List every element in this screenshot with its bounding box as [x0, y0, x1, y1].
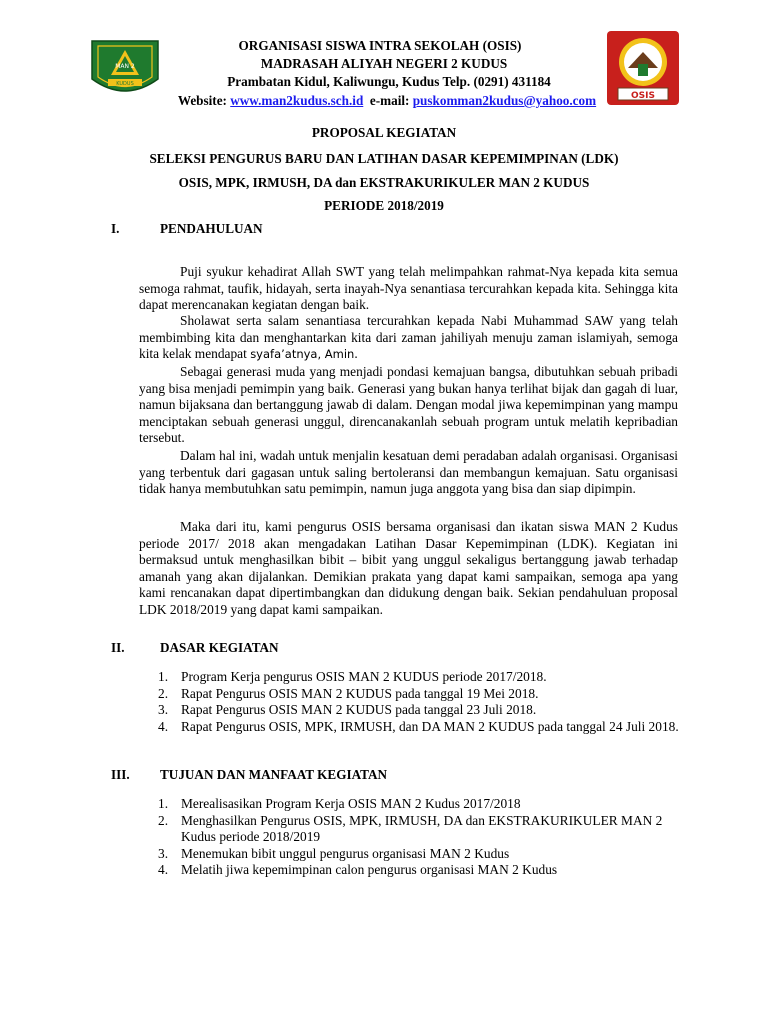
proposal-scope: OSIS, MPK, IRMUSH, DA dan EKSTRAKURIKULER MAN 2 KUDUS	[178, 175, 590, 190]
org-name: ORGANISASI SISWA INTRA SEKOLAH (OSIS)	[238, 38, 522, 53]
list-item: 1. Program Kerja pengurus OSIS MAN 2 KUDUS periode 2017/2018.	[158, 669, 547, 684]
proposal-title: PROPOSAL KEGIATAN	[311, 125, 457, 140]
school-address: Prambatan Kidul, Kaliwungu, Kudus Telp. (0291) 431184	[227, 74, 551, 89]
intro-paragraph-2: Sholawat serta salam senantiasa tercurahkan kepada Nabi Muhammad SAW yang telah membimbing kita dan menghantarkan kita dari zaman jahiliyah menuju zaman islamiyah, semoga kita kelak mendapat syafa’atnya, Amin.	[139, 313, 678, 361]
list-item: 4. Rapat Pengurus OSIS, MPK, IRMUSH, dan DA MAN 2 KUDUS pada tanggal 24 Juli 2018.	[158, 718, 679, 734]
list-item: 3. Menemukan bibit unggul pengurus organisasi MAN 2 Kudus	[158, 845, 510, 861]
svg-text:OSIS: OSIS	[631, 91, 655, 101]
dasar-kegiatan-list	[139, 669, 684, 735]
svg-text:MAN 2: MAN 2	[115, 63, 135, 70]
proposal-subtitle: SELEKSI PENGURUS BARU DAN LATIHAN DASAR KEPEMIMPINAN (LDK)	[149, 151, 619, 166]
section-2-title: DASAR KEGIATAN	[160, 640, 279, 655]
osis-logo	[604, 28, 682, 108]
list-item: 1. Merealisasikan Program Kerja OSIS MAN 2 Kudus 2017/2018	[158, 796, 521, 811]
intro-paragraph-3: Sebagai generasi muda yang menjadi pondasi kemajuan bangsa, dibutuhkan sebuah pribadi yang bisa menjadi pemimpin yang baik. Generasi yang bukan hanya terlihat bijak dan gagah di luar, namun bijaksana dan bertanggung jawab di dalam. Dengan modal jiwa kepemimpinan yang mampu menciptakan sebuah generasi unggul, direncanakanlah sebuah program untuk melatih kepribadian tersebut.	[139, 364, 678, 445]
svg-text:KUDUS: KUDUS	[116, 81, 134, 87]
section-1-title: PENDAHULUAN	[160, 221, 263, 236]
list-item: 2. Rapat Pengurus OSIS MAN 2 KUDUS pada tanggal 19 Mei 2018.	[158, 685, 539, 701]
website-label: Website:	[177, 93, 231, 108]
email-link[interactable]: puskomman2kudus@yahoo.com	[412, 93, 597, 108]
school-name: MADRASAH ALIYAH NEGERI 2 KUDUS	[260, 56, 508, 71]
list-item: 2. Menghasilkan Pengurus OSIS, MPK, IRMUSH, DA dan EKSTRAKURIKULER MAN 2 Kudus periode 2018/2019	[158, 812, 663, 844]
tujuan-list	[139, 796, 684, 879]
website-link[interactable]: www.man2kudus.sch.id	[230, 93, 364, 108]
section-3-title: TUJUAN DAN MANFAAT KEGIATAN	[160, 767, 387, 782]
list-item: 3. Rapat Pengurus OSIS MAN 2 KUDUS pada tanggal 23 Juli 2018.	[158, 702, 537, 717]
list-item: 4. Melatih jiwa kepemimpinan calon pengurus organisasi MAN 2 Kudus	[158, 862, 558, 877]
intro-paragraph-5: Maka dari itu, kami pengurus OSIS bersama organisasi dan ikatan siswa MAN 2 Kudus periode 2017/ 2018 akan mengadakan Latihan Dasar Kepemimpinan (LDK). Kegiatan ini bermaksud untuk menghasilkan bibit – bibit yang unggul sekaligus bertanggung jawab terhadap amanah yang akan dijalankan. Demikian prakata yang dapat kami sampaikan, semoga apa yang kami rencanakan dapat dipertimbangkan dan didukung dengan baik. Sekian pendahuluan proposal LDK 2018/2019 yang dapat kami sampaikan.	[139, 519, 678, 617]
intro-paragraph-4: Dalam hal ini, wadah untuk menjalin kesatuan demi peradaban adalah organisasi. Organisasi yang terbentuk dari gagasan untuk saling bertoleransi dan membangun kemajuan. Satu organisasi tidak hanya membutuhkan satu pemimpin, namun juga anggota yang bisa dan siap dipimpin.	[139, 448, 678, 496]
cursive-phrase: syafa’atnya, Amin	[250, 347, 355, 361]
intro-paragraph-1: Puji syukur kehadirat Allah SWT yang telah melimpahkan rahmat-Nya kepada kita semua semoga rahmat, taufik, hidayah, serta inayah-Nya senantiasa tercurahkan kepada kita. Sehingga kita dapat merencanakan kegiatan dengan baik.	[139, 264, 678, 312]
email-label: e-mail:	[363, 93, 413, 108]
section-1-number: I.	[111, 221, 120, 236]
proposal-period: PERIODE 2018/2019	[324, 198, 444, 213]
section-2-number: II.	[111, 640, 125, 655]
section-3-number: III.	[111, 767, 130, 782]
